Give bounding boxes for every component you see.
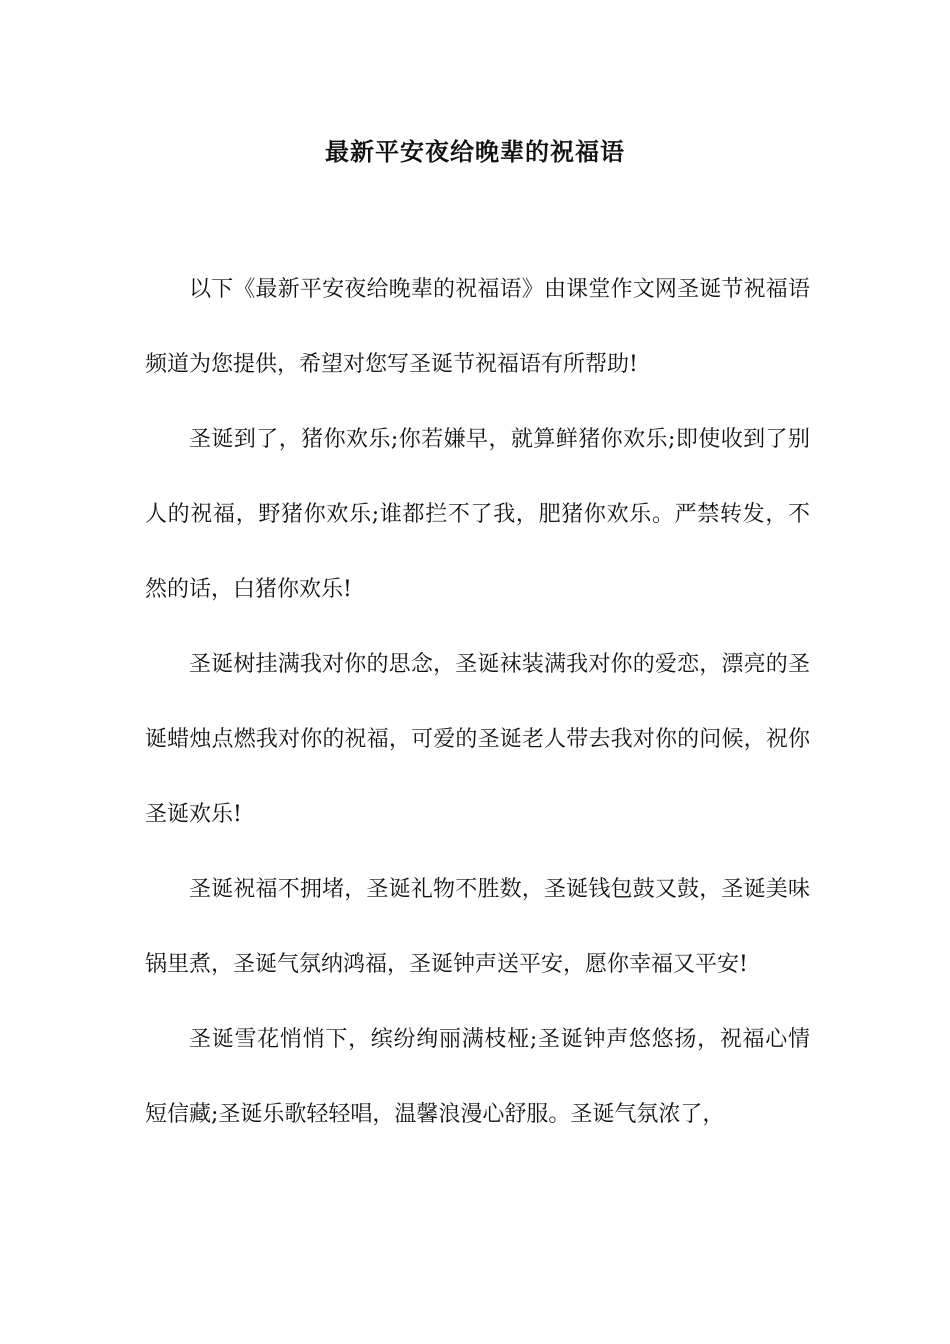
paragraph-pig-wishes: 圣诞到了，猪你欢乐;你若嫌早，就算鲜猪你欢乐;即使收到了别人的祝福，野猪你欢乐;谁都拦不了我，肥猪你欢乐。严禁转发，不然的话，白猪你欢乐! [145,427,810,602]
document-title: 最新平安夜给晚辈的祝福语 [325,137,625,166]
paragraph-intro: 以下《最新平安夜给晚辈的祝福语》由课堂作文网圣诞节祝福语频道为您提供，希望对您写圣诞节祝福语有所帮助! [145,277,810,377]
document-body [145,252,810,1152]
paragraph-snowflakes: 圣诞雪花悄悄下，缤纷绚丽满枝桠;圣诞钟声悠悠扬，祝福心情短信藏;圣诞乐歌轻轻唱，温馨浪漫心舒服。圣诞气氛浓了， [145,1027,810,1127]
paragraph-christmas-tree: 圣诞树挂满我对你的思念，圣诞袜装满我对你的爱恋，漂亮的圣诞蜡烛点燃我对你的祝福，可爱的圣诞老人带去我对你的问候，祝你圣诞欢乐! [145,652,810,827]
paragraph-christmas-blessings: 圣诞祝福不拥堵，圣诞礼物不胜数，圣诞钱包鼓又鼓，圣诞美味锅里煮，圣诞气氛纳鸿福，圣诞钟声送平安，愿你幸福又平安! [145,877,810,977]
